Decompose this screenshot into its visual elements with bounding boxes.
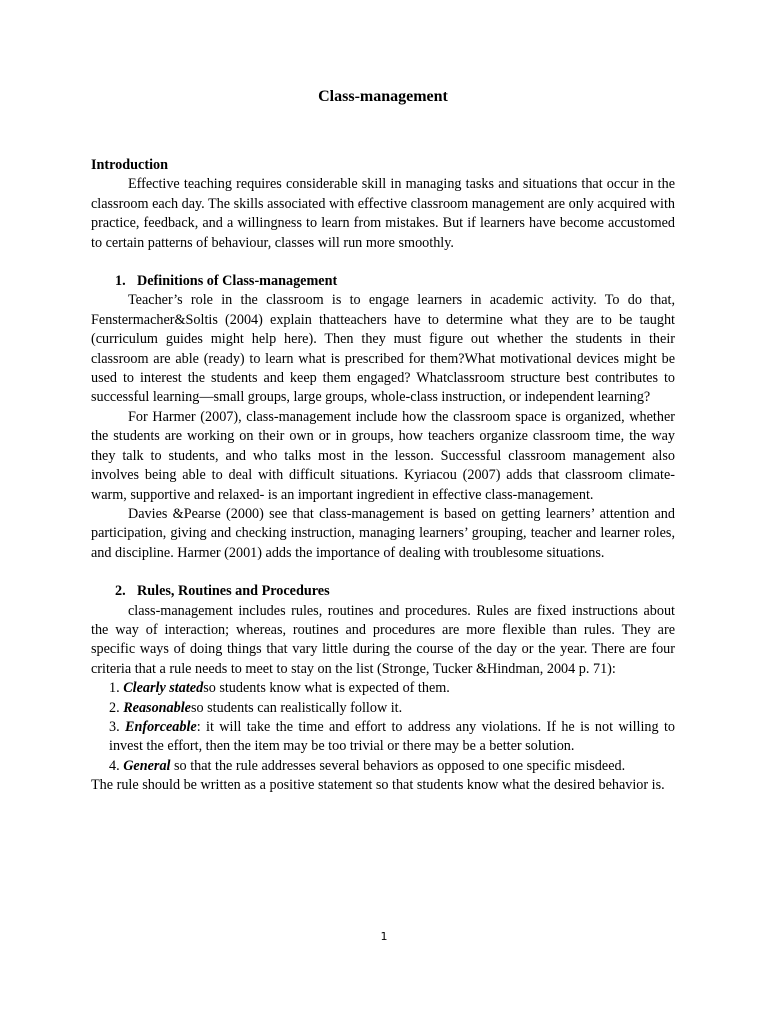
criterion-term: Clearly stated [123,680,204,697]
criterion-term: Reasonable [123,699,191,716]
section-2-closing: The rule should be written as a positive statement so that students know what the desired behavior is. [91,777,665,794]
intro-paragraph: Effective teaching requires considerable skill in managing tasks and situations that occur in the classroom each day. The skills associated with effective classroom management are only acquired with practice, feedback, and a willingness to learn from mistakes. But if learners have become accustomed to certain patterns of behaviour, classes will run more smoothly. [91,176,675,251]
page-number: 1 [380,930,388,943]
section-1-paragraph: For Harmer (2007), class-management include how the classroom space is organized, whether the students are working on their own or in groups, how teachers organize classroom time, the way they talk to students, and who talks most in the lesson. Successful classroom management also involves being able to deal with difficult situations. Kyriacou (2007) adds that classroom climate- warm, supportive and relaxed- is an important ingredient in effective class-management. [91,408,675,503]
criterion-item: 1. Clearly statedso students know what is expected of them. [109,680,450,697]
section-1-paragraph: Teacher’s role in the classroom is to engage learners in academic activity. To do that, Fenstermacher&Soltis (2004) explain thatteachers have to determine what they are to be taught (curriculum guides might help here). Then they must figure out whether the students in their classroom are able (ready) to learn what is prescribed for them?What motivational devices might be used to interest the students and keep them engaged? Whatclassroom structure best contributes to successful learning—small groups, large groups, whole-class instruction, or independent learning? [91,292,675,406]
section-2-heading [91,582,675,601]
intro-heading: Introduction [91,157,168,173]
section-2-paragraph: class-management includes rules, routines and procedures. Rules are fixed instructions about the way of interaction; whereas, routines and procedures are more flexible than rules. They are specific ways of doing things that vary little during the course of the day or the year. There are four criteria that a rule needs to meet to stay on the list (Stronge, Tucker &Hindman, 2004 p. 71): [91,602,675,677]
criterion-item: 3. Enforceable: it will take the time and effort to address any violations. If he is not willing to invest the effort, then the item may be too trivial or there may be a better solution. [109,718,675,755]
section-1-heading [91,272,675,291]
section-1-title: Definitions of Class-management [137,273,338,290]
criterion-item: 2. Reasonableso students can realistically follow it. [109,699,403,716]
section-2-number: 2. [115,583,126,600]
criterion-term: Enforceable [125,718,197,735]
section-1-number: 1. [115,273,126,290]
document-title: Class-management [318,88,448,105]
criterion-item: 4. General so that the rule addresses several behaviors as opposed to one specific misdeed. [109,757,626,774]
section-2-title: Rules, Routines and Procedures [137,583,330,600]
document-body [91,86,675,796]
section-1-paragraph: Davies &Pearse (2000) see that class-management is based on getting learners’ attention and participation, giving and checking instruction, managing learners’ grouping, teacher and learner roles, and discipline. Harmer (2001) adds the importance of dealing with troublesome situations. [91,505,675,561]
criterion-term: General [123,757,171,774]
